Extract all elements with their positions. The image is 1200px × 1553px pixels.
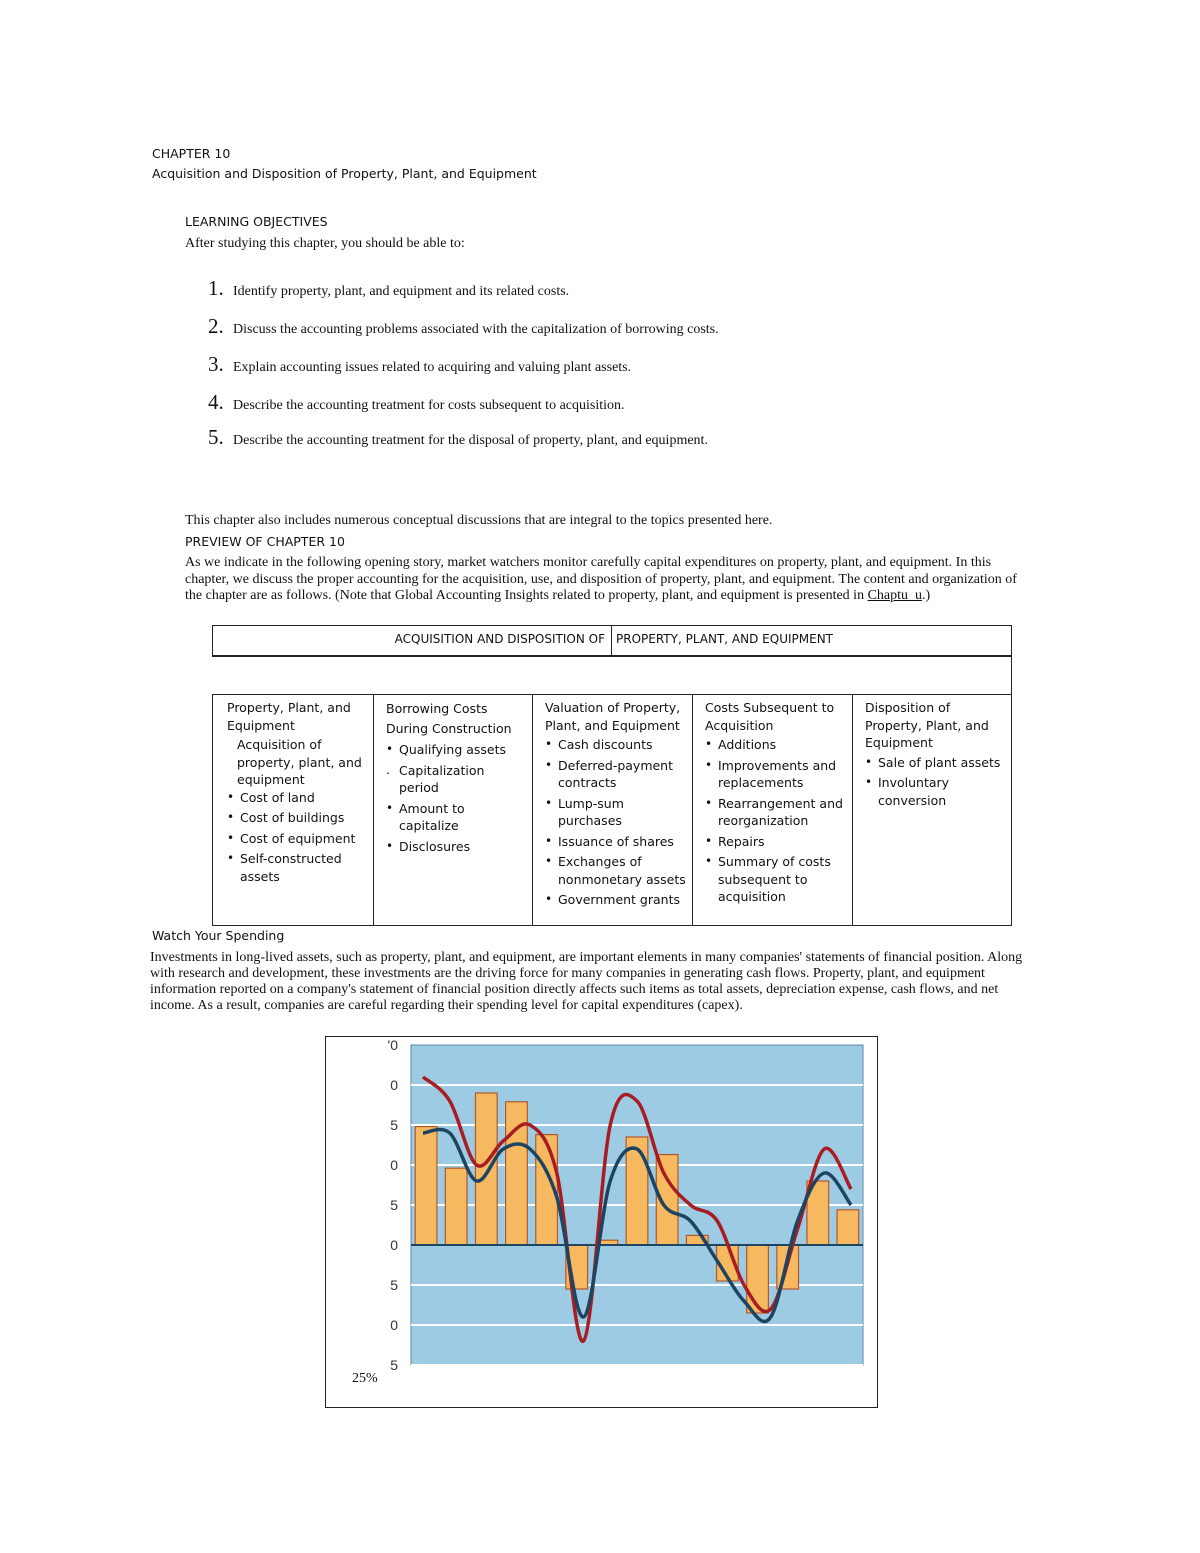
org-chart-topics <box>212 694 1012 926</box>
topic-item: . Capitalization period <box>386 762 526 797</box>
objective-text: Describe the accounting treatment for costs subsequent to acquisition. <box>233 398 625 413</box>
topic-column-subsequent <box>693 695 853 925</box>
org-chart-connector <box>1011 657 1012 695</box>
topic-item: • Cost of buildings <box>227 809 367 827</box>
chart-bar <box>837 1210 859 1245</box>
chapter-title: Acquisition and Disposition of Property, Plant, and Equipment <box>152 166 537 181</box>
preview-paragraph <box>185 555 1030 605</box>
objective-item <box>208 352 631 377</box>
chart-bar <box>445 1168 467 1245</box>
chart-tick-label: 0 <box>390 1317 398 1333</box>
topic-column-ppe <box>213 695 374 925</box>
learning-objectives-intro: After studying this chapter, you should be able to: <box>185 236 465 251</box>
topic-column-borrowing <box>374 695 533 925</box>
topic-item: • Deferred-payment contracts <box>545 757 686 792</box>
topic-item: • Sale of plant assets <box>865 754 1005 772</box>
topic-item: • Repairs <box>705 833 846 851</box>
topic-item: • Cost of land <box>227 789 367 807</box>
topic-item: • Rearrangement and reorganization <box>705 795 846 830</box>
topic-item: • Cost of equipment <box>227 830 367 848</box>
objective-number: 4. <box>208 390 224 414</box>
objective-item <box>208 390 625 415</box>
topic-column-disposition <box>853 695 1011 925</box>
chart-tick-label: 5 <box>390 1357 398 1373</box>
chapter-number: CHAPTER 10 <box>152 146 231 161</box>
chart-tick-label: 0 <box>390 1157 398 1173</box>
topic-item: • Lump-sum purchases <box>545 795 686 830</box>
topic-heading: Property, Plant, and Equipment <box>227 700 351 733</box>
chart-tick-label: 5 <box>390 1197 398 1213</box>
conceptual-note: This chapter also includes numerous conceptual discussions that are integral to the topics presented here. <box>185 513 773 528</box>
objective-number: 2. <box>208 314 224 338</box>
org-chart-title-box <box>212 625 1012 657</box>
topic-item: • Self-constructed assets <box>227 850 367 885</box>
topic-item: • Disclosures <box>386 838 526 856</box>
chart-tick-label: 5 <box>390 1117 398 1133</box>
chapter-link[interactable]: Chaptu_u <box>867 588 923 603</box>
objective-item <box>208 314 719 339</box>
chart-bar <box>415 1127 437 1245</box>
chart-bottom-label: 25% <box>352 1371 378 1386</box>
objective-text: Describe the accounting treatment for the disposal of property, plant, and equipment. <box>233 433 708 448</box>
watch-heading: Watch Your Spending <box>152 928 285 943</box>
capex-chart-frame <box>325 1036 878 1408</box>
watch-paragraph: Investments in long-lived assets, such as property, plant, and equipment, are important elements in many companies' statements of financial position. Along with research and development, these investments are the driving force for many companies in generating cash flows. Property, plant, and equipment information reported on a company's statement of financial position directly affects such items as total assets, depreciation expense, cash flows, and net income. As a result, companies are careful regarding their spending level for capital expenditures (capex). <box>150 950 1023 1013</box>
capex-chart <box>326 1037 877 1407</box>
preview-text-end: .) <box>922 588 931 603</box>
topic-heading: Borrowing Costs During Construction <box>386 701 512 736</box>
topic-item: • Additions <box>705 736 846 754</box>
topic-item: • Government grants <box>545 891 686 909</box>
objective-number: 5. <box>208 425 224 449</box>
chart-bar <box>747 1245 769 1313</box>
objective-item <box>208 276 569 301</box>
topic-item: • Qualifying assets <box>386 741 526 759</box>
topic-item: • Issuance of shares <box>545 833 686 851</box>
topic-heading: Valuation of Property, Plant, and Equipment <box>545 700 681 733</box>
chart-tick-label: 5 <box>390 1277 398 1293</box>
chart-tick-label: '0 <box>387 1037 398 1053</box>
topic-item: • Summary of costs subsequent to acquisition <box>705 853 846 906</box>
chart-bar <box>626 1137 648 1245</box>
objective-text: Identify property, plant, and equipment and its related costs. <box>233 284 570 299</box>
topic-item: • Amount to capitalize <box>386 800 526 835</box>
topic-item: • Improvements and replacements <box>705 757 846 792</box>
topic-heading: Costs Subsequent to Acquisition <box>705 700 835 733</box>
topic-column-valuation <box>533 695 693 925</box>
topic-item: • Involuntary conversion <box>865 774 1005 809</box>
preview-heading: PREVIEW OF CHAPTER 10 <box>185 534 345 549</box>
chart-bar <box>475 1093 497 1245</box>
topic-heading: Disposition of Property, Plant, and Equipment <box>865 700 989 750</box>
chart-tick-label: 0 <box>390 1077 398 1093</box>
topic-subheading: Acquisition of property, plant, and equipment <box>237 737 362 787</box>
chart-tick-label: 0 <box>390 1237 398 1253</box>
objective-number: 3. <box>208 352 224 376</box>
topic-item: • Exchanges of nonmonetary assets <box>545 853 686 888</box>
org-chart-title-left: ACQUISITION AND DISPOSITION OF <box>394 632 605 646</box>
learning-objectives-heading: LEARNING OBJECTIVES <box>185 214 328 229</box>
topic-item: • Cash discounts <box>545 736 686 754</box>
objective-number: 1. <box>208 276 224 300</box>
objective-item <box>208 425 708 450</box>
objective-text: Explain accounting issues related to acquiring and valuing plant assets. <box>233 360 632 375</box>
org-chart-title-right: PROPERTY, PLANT, AND EQUIPMENT <box>611 626 833 655</box>
preview-text: As we indicate in the following opening story, market watchers monitor carefully capital expenditures on property, plant, and equipment. In this chapter, we discuss the proper accounting for the acquisition, use, and disposition of property, plant, and equipment. The content and organization of the chapter are as follows. (Note that Global Accounting Insights related to property, plant, and equipment is presented in <box>185 555 1017 603</box>
objective-text: Discuss the accounting problems associated with the capitalization of borrowing costs. <box>233 322 719 337</box>
